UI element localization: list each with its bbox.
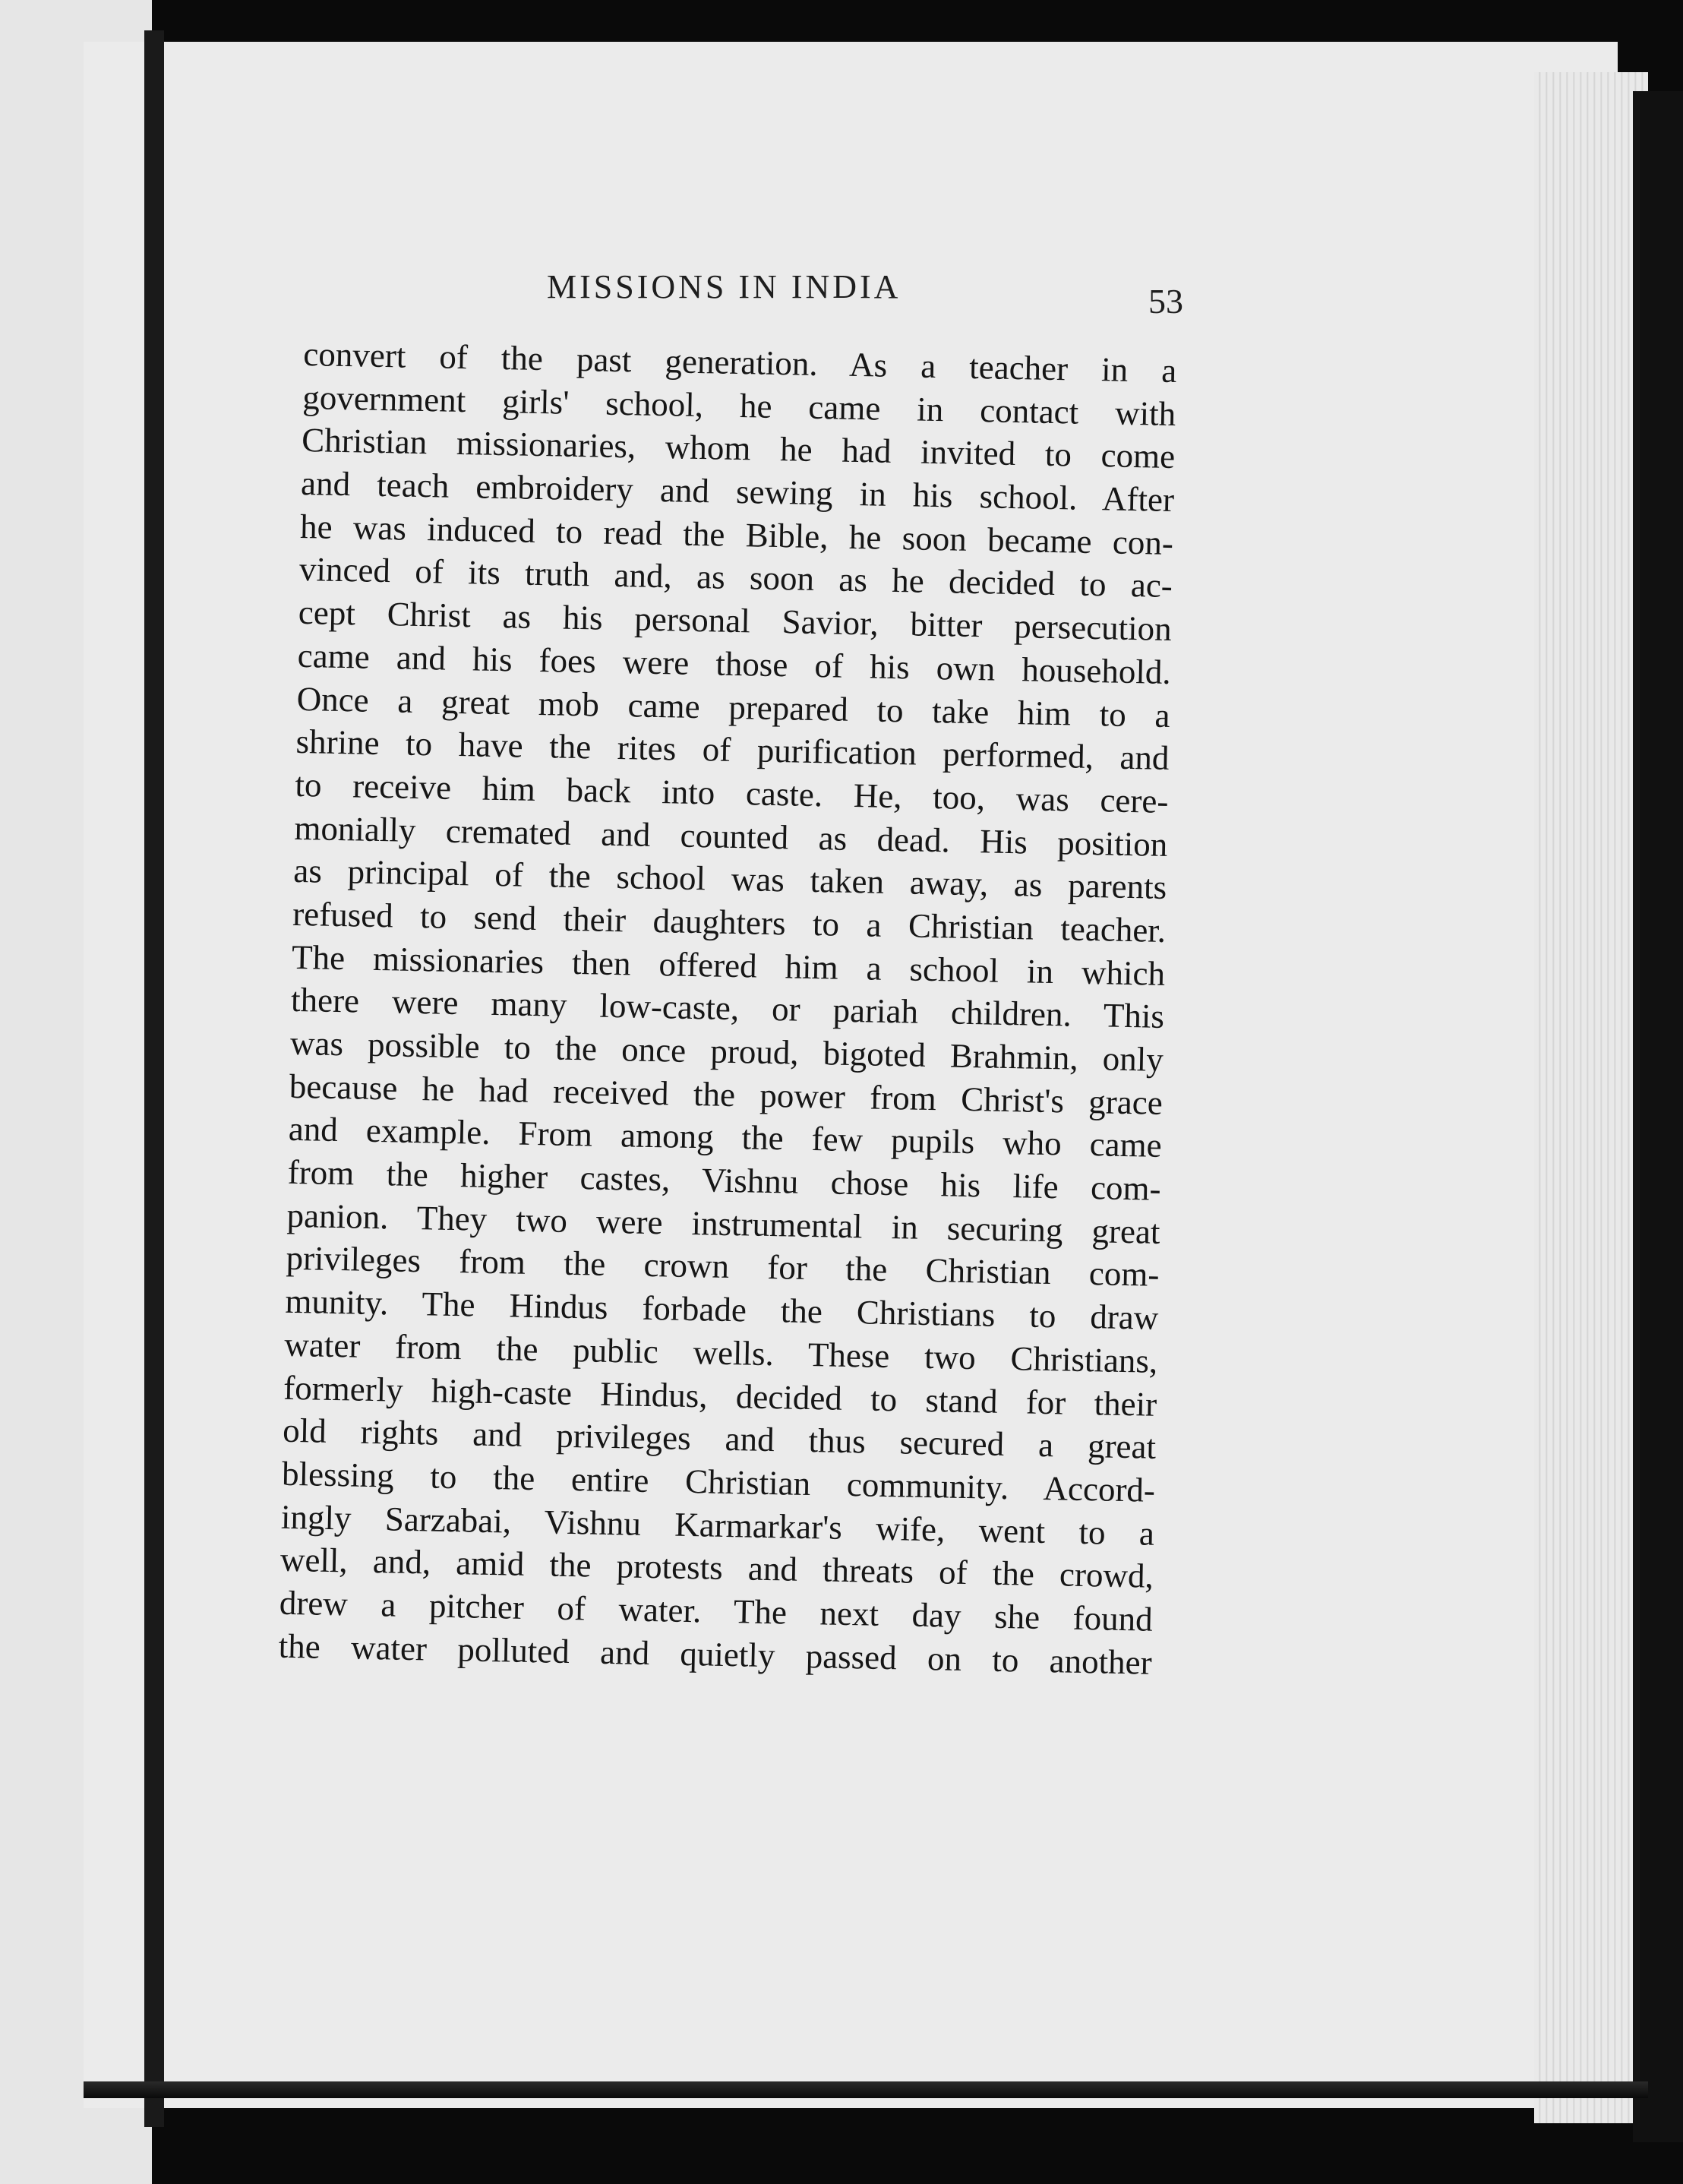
text-line: blessing to the entire Christian community. Accord- <box>281 1454 1156 1509</box>
text-line: formerly high-caste Hindus, decided to stand for their <box>283 1368 1157 1424</box>
text-line: old rights and privileges and thus secured a great <box>282 1411 1157 1466</box>
text-line: refused to send their daughters to a Christian teacher. <box>292 894 1167 950</box>
text-line: because he had received the power from Christ's grace <box>289 1067 1164 1122</box>
text-line: there were many low-caste, or pariah children. This <box>290 981 1165 1036</box>
text-line: the water polluted and quietly passed on to another <box>278 1626 1153 1682</box>
text-line: convert of the past generation. As a teacher in a <box>302 334 1177 390</box>
text-line: cept Christ as his personal Savior, bitter persecution <box>298 593 1173 649</box>
body-text <box>278 333 1177 1684</box>
page-fore-edge <box>1534 72 1648 2123</box>
book-gutter <box>144 30 164 2127</box>
running-head: MISSIONS IN INDIA <box>547 268 901 305</box>
text-line: monially cremated and counted as dead. His position <box>294 808 1168 864</box>
text-line: The missionaries then offered him a school in which <box>291 937 1166 993</box>
text-line: as principal of the school was taken away, as parents <box>292 852 1167 907</box>
text-line: vinced of its truth and, as soon as he decided to ac- <box>298 550 1173 605</box>
text-line: came and his foes were those of his own household. <box>297 636 1172 691</box>
text-line: Christian missionaries, whom he had invited to come <box>301 421 1176 476</box>
background-right <box>1633 91 1683 2142</box>
page-number: 53 <box>1148 282 1183 321</box>
text-line: shrine to have the rites of purification performed, and <box>295 722 1170 778</box>
text-line: well, and, amid the protests and threats of the crowd, <box>279 1540 1154 1596</box>
text-line: and example. From among the few pupils who came <box>288 1110 1163 1165</box>
text-line: drew a pitcher of water. The next day she found <box>279 1583 1154 1639</box>
text-line: and teach embroidery and sewing in his school. After <box>300 464 1175 520</box>
page-bottom-edge <box>84 2081 1648 2098</box>
text-line: munity. The Hindus forbade the Christians to draw <box>285 1282 1159 1337</box>
text-line: privileges from the crown for the Christian com- <box>286 1239 1160 1294</box>
text-line: he was induced to read the Bible, he soon became con- <box>299 507 1174 562</box>
text-line: from the higher castes, Vishnu chose his life com- <box>287 1152 1162 1208</box>
text-line: ingly Sarzabai, Vishnu Karmarkar's wife, went to a <box>280 1497 1155 1553</box>
text-line: Once a great mob came prepared to take him to a <box>296 679 1171 735</box>
text-line: to receive him back into caste. He, too, was cere- <box>295 765 1169 820</box>
text-line: government girls' school, he came in contact with <box>302 378 1176 433</box>
text-line: panion. They two were instrumental in securing great <box>286 1196 1160 1251</box>
text-line: water from the public wells. These two Christians, <box>283 1325 1158 1380</box>
text-line: was possible to the once proud, bigoted Brahmin, only <box>289 1023 1164 1079</box>
